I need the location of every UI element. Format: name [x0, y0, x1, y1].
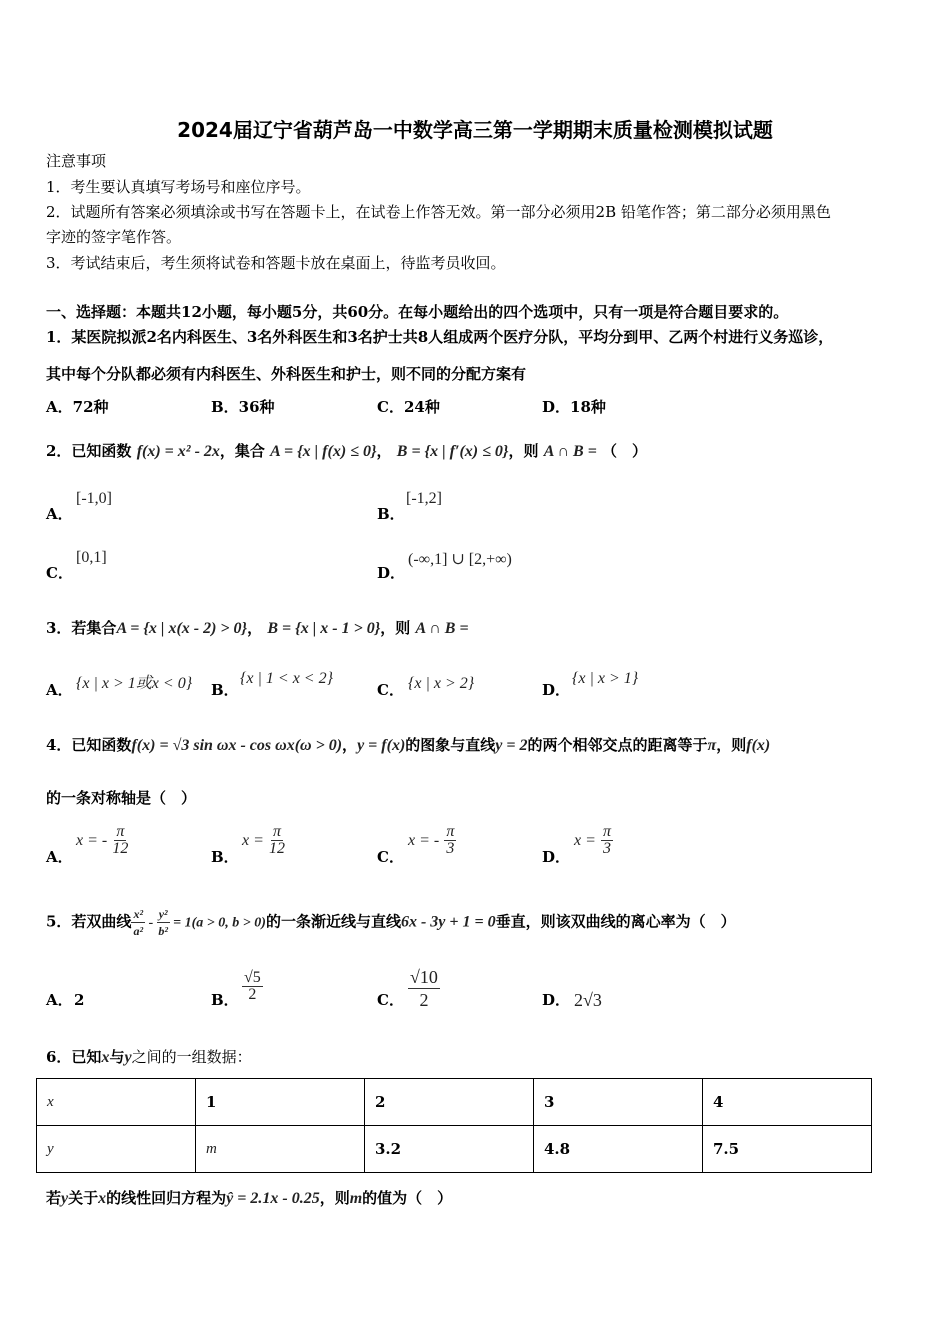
table-cell: 4: [703, 1079, 872, 1126]
q4-mid: 的图象与直线: [405, 736, 496, 754]
q3-option-a: {x | x > 1或x < 0}: [76, 675, 193, 692]
q4-function: f(x) = √3 sin ωx - cos ωx(ω > 0): [131, 737, 343, 754]
q2-intersection: A ∩ B =: [543, 443, 597, 460]
q5-line: 6x - 3y + 1 = 0: [400, 913, 496, 931]
q2-set-text: ，集合: [219, 442, 265, 460]
notice-item-3: 3．考试结束后，考生须将试卷和答题卡放在桌面上，待监考员收回。: [46, 254, 506, 272]
q6-and: 与: [109, 1048, 125, 1066]
table-cell: 3.2: [365, 1126, 534, 1173]
q2-option-d: (-∞,1] ∪ [2,+∞): [408, 551, 512, 568]
q5-option-d: 2√3: [574, 990, 602, 1010]
q4-stem-line1: [46, 735, 770, 756]
q4-option-a-num: π: [116, 823, 125, 840]
data-table: [36, 1078, 872, 1173]
q6-q-mid3: ，则: [319, 1189, 350, 1207]
q6-q-m: m: [349, 1190, 363, 1207]
q2-label-b: B．: [377, 505, 405, 523]
notice-heading: 注意事项: [46, 152, 107, 170]
q2-stem: [46, 441, 647, 462]
q1-option-b: B．36种: [211, 398, 275, 416]
q4-mid3: ，则: [716, 736, 747, 754]
q4-label-a: A．: [46, 848, 73, 866]
q6-y: y: [124, 1049, 132, 1066]
table-row: [37, 1079, 872, 1126]
q4-comma: ，: [342, 736, 358, 754]
q4-option-c: [408, 824, 456, 857]
q5-option-b-den: 2: [248, 986, 257, 1003]
q4-option-d-lhs: x =: [574, 832, 596, 849]
q5-option-b-num: √5: [244, 969, 261, 986]
q1-stem-line2: 其中每个分队都必须有内科医生、外科医生和护士，则不同的分配方案有: [46, 365, 527, 383]
q5-minus: -: [145, 915, 157, 931]
q1-option-a: A．72种: [46, 398, 109, 416]
q4-label-c: C．: [377, 848, 404, 866]
q2-comma: ，: [376, 442, 392, 460]
q3-comma: ，: [247, 619, 263, 637]
notice-item-2: 2．试题所有答案必须填涂或书写在答题卡上，在试卷上作答无效。第一部分必须用2B 铅笔作答；第二部分必须用黑色: [46, 203, 831, 221]
q3-suffix: ，则: [380, 619, 411, 637]
q6-q-mid2: 的线性回归方程为: [106, 1189, 227, 1207]
q2-option-c: [0,1]: [76, 549, 107, 566]
q3-option-b: {x | 1 < x < 2}: [240, 670, 333, 687]
q2-label-a: A．: [46, 505, 73, 523]
q2-label-d: D．: [377, 564, 406, 582]
q6-question: [46, 1188, 452, 1209]
q5-x2: x²: [133, 907, 144, 921]
q4-option-a: [76, 824, 128, 857]
q5-label-b: B．: [211, 991, 239, 1009]
q5-label-d: D．: [542, 991, 571, 1009]
q5-stem: [46, 906, 736, 939]
q4-prefix: 4．已知函数: [46, 736, 132, 754]
q5-label-c: C．: [377, 991, 404, 1009]
q4-line: y = 2: [495, 737, 528, 754]
q5-prefix: 5．若双曲线: [46, 912, 132, 931]
q1-stem-line1: 1．某医院拟派2名内科医生、3名外科医生和3名护士共8人组成两个医疗分队，平均分到甲、乙两个村进行义务巡诊，: [46, 328, 834, 346]
q4-option-a-den: 12: [112, 840, 129, 857]
table-cell: m: [196, 1126, 365, 1173]
q5-option-c: [408, 966, 440, 1011]
q5-mid: 的一条渐近线与直线: [265, 912, 401, 931]
q3-stem: [46, 618, 469, 639]
page-title: 2024届辽宁省葫芦岛一中数学高三第一学期期末质量检测模拟试题: [177, 118, 773, 142]
q4-y: y = f(x): [357, 737, 406, 754]
q3-label-c: C．: [377, 681, 404, 699]
q2-set-a: A = {x | f(x) ≤ 0}: [270, 443, 377, 460]
q4-option-c-num: π: [446, 823, 455, 840]
q4-option-b: [242, 824, 285, 857]
q3-label-d: D．: [542, 681, 571, 699]
table-cell: 1: [196, 1079, 365, 1126]
q2-option-a: [-1,0]: [76, 490, 112, 507]
q6-stem: [46, 1047, 252, 1068]
notice-item-2-cont: 字迹的签字笔作答。: [46, 228, 182, 246]
q6-q-prefix: 若: [46, 1189, 62, 1207]
q3-prefix: 3．若集合: [46, 619, 117, 637]
q6-q-mid: 关于: [68, 1189, 99, 1207]
q4-option-d-den: 3: [603, 840, 611, 857]
q5-option-a: 2: [74, 991, 85, 1009]
table-cell: 7.5: [703, 1126, 872, 1173]
q3-option-c: {x | x > 2}: [408, 675, 475, 692]
q2-set-b: B = {x | f′(x) ≤ 0}: [396, 443, 509, 460]
q5-suffix: 垂直，则该双曲线的离心率为（ ）: [495, 912, 736, 931]
q4-mid2: 的两个相邻交点的距离等于: [527, 736, 708, 754]
q6-x: x: [101, 1049, 110, 1066]
q4-fx: f(x): [746, 737, 771, 754]
q6-prefix: 6．已知: [46, 1048, 102, 1066]
q5-y2: y²: [158, 907, 168, 921]
q4-label-b: B．: [211, 848, 239, 866]
q2-prefix: 2．已知函数: [46, 442, 132, 460]
q4-option-c-lhs: x = -: [408, 832, 440, 849]
q4-option-d-num: π: [603, 823, 612, 840]
q5-option-c-den: 2: [419, 990, 429, 1010]
table-cell: 4.8: [534, 1126, 703, 1173]
q4-option-b-den: 12: [269, 840, 285, 857]
table-row: [37, 1126, 872, 1173]
q2-suffix: ，则: [508, 442, 539, 460]
q4-option-c-den: 3: [446, 840, 455, 857]
q4-pi: π: [707, 737, 717, 754]
q4-label-d: D．: [542, 848, 571, 866]
table-cell: y: [37, 1126, 196, 1173]
q4-option-b-num: π: [272, 823, 281, 840]
q6-regression-equation: ŷ = 2.1x - 0.25: [226, 1190, 320, 1207]
q3-set-a: A = {x | x(x - 2) > 0}: [116, 620, 248, 637]
q1-option-c: C．24种: [377, 398, 440, 416]
q1-option-d: D．18种: [542, 398, 606, 416]
q5-b2: b²: [158, 924, 168, 938]
q5-option-b: [242, 970, 263, 1003]
q3-label-b: B．: [211, 681, 239, 699]
q5-rest: = 1(a > 0, b > 0): [169, 915, 266, 931]
q2-option-b: [-1,2]: [406, 490, 442, 507]
q4-stem-line2: 的一条对称轴是（ ）: [46, 789, 197, 807]
q5-a2: a²: [133, 924, 144, 938]
table-cell: x: [37, 1079, 196, 1126]
table-cell: 3: [534, 1079, 703, 1126]
q4-option-d: [574, 824, 613, 857]
q3-set-b: B = {x | x - 1 > 0}: [267, 620, 381, 637]
q6-q-suffix: 的值为（ ）: [362, 1189, 453, 1207]
q3-label-a: A．: [46, 681, 73, 699]
q5-label-a: A．: [46, 991, 73, 1009]
q4-option-b-lhs: x =: [242, 832, 264, 849]
q2-label-c: C．: [46, 564, 73, 582]
q5-option-c-num: √10: [410, 967, 438, 987]
notice-item-1: 1．考生要认真填写考场号和座位序号。: [46, 178, 311, 196]
section-heading: 一、选择题：本题共12小题，每小题5分，共60分。在每小题给出的四个选项中，只有一项是符合题目要求的。: [46, 303, 789, 321]
q2-paren: （ ）: [602, 442, 648, 460]
q2-function: f(x) = x² - 2x: [136, 443, 220, 460]
q6-q-x: x: [98, 1190, 107, 1207]
q6-suffix: 之间的一组数据：: [131, 1048, 252, 1066]
q4-option-a-lhs: x = -: [76, 832, 108, 849]
q3-intersection: A ∩ B =: [415, 620, 469, 637]
q3-option-d: {x | x > 1}: [572, 670, 639, 687]
table-cell: 2: [365, 1079, 534, 1126]
q6-q-y: y: [61, 1190, 69, 1207]
